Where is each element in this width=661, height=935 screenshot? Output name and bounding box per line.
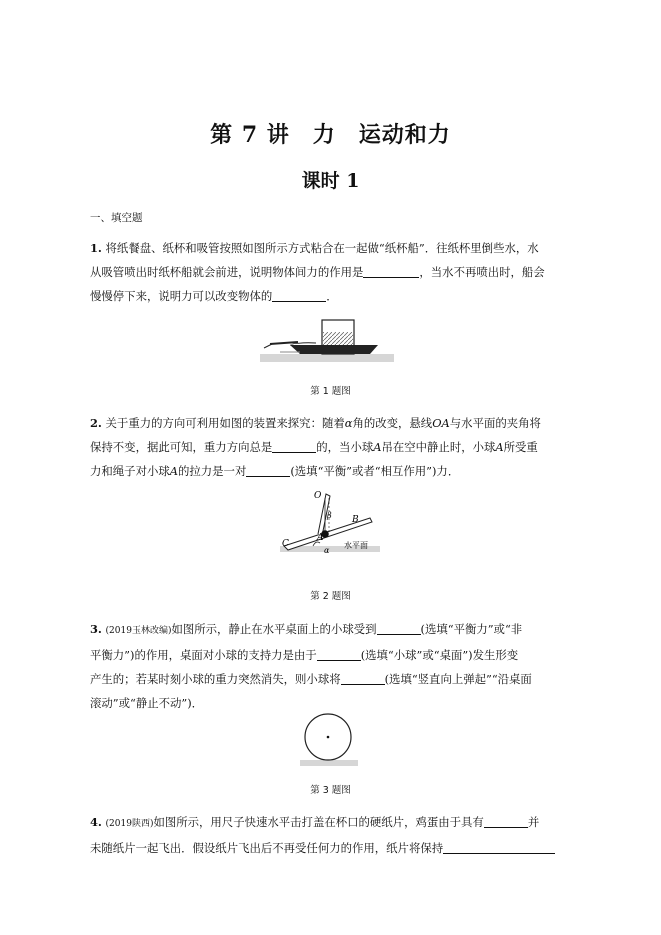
figure-caption: 第 1 题图 [310, 386, 351, 397]
answer-blank[interactable] [246, 464, 290, 477]
question-text: (选填“竖直向上弹起”“沿桌面 [384, 672, 532, 686]
question-2 [90, 411, 570, 483]
answer-blank[interactable] [341, 672, 385, 685]
question-text: 慢慢停下来，说明力可以改变物体的 [90, 289, 273, 303]
gravity-direction-figure [280, 488, 390, 568]
question-text: 并 [527, 815, 540, 829]
answer-blank[interactable] [272, 440, 316, 453]
question-text: 与水平面的夹角将 [449, 416, 541, 430]
variable: A [495, 440, 504, 454]
question-number: 2. [90, 416, 102, 430]
figure-label: B [352, 515, 359, 525]
answer-blank[interactable] [363, 265, 419, 278]
answer-blank[interactable] [377, 622, 421, 635]
page-title: 第 7 讲 力 运动和力 [210, 122, 451, 148]
variable: A [169, 464, 178, 478]
question-4 [90, 810, 570, 860]
question-text: 滚动”或“静止不动”)． [90, 696, 204, 710]
question-text: 关于重力的方向可利用如图的装置来探究：随着 [105, 416, 345, 430]
question-text: 吊在空中静止时，小球 [381, 440, 496, 454]
greek-symbol: α [344, 416, 353, 430]
answer-blank[interactable] [484, 815, 528, 828]
question-text: ． [326, 289, 338, 303]
figure-caption: 第 2 题图 [310, 591, 351, 602]
question-text: (选填“平衡”或者“相互作用”)力． [290, 464, 460, 478]
question-text: ，当水不再喷出时，船会 [419, 265, 545, 279]
answer-blank[interactable] [272, 289, 326, 302]
figure-label: O [314, 491, 322, 501]
figure-label: A [317, 533, 324, 543]
question-number: 1. [90, 241, 102, 255]
answer-blank[interactable] [317, 648, 361, 661]
variable: A [373, 440, 382, 454]
question-text: 未随纸片一起飞出．假设纸片飞出后不再受任何力的作用，纸片将保持 [90, 841, 444, 855]
question-text: 的，当小球 [316, 440, 374, 454]
question-text: 将纸餐盘、纸杯和吸管按照如图所示方式粘合在一起做“纸杯船”．往纸杯里倒些水，水 [105, 241, 539, 255]
question-text: 力和绳子对小球 [90, 464, 170, 478]
question-3 [90, 617, 570, 715]
question-text: 所受重 [503, 440, 538, 454]
question-text: 如图所示，静止在水平桌面上的小球受到 [171, 622, 377, 636]
figure-label: 水平面 [344, 541, 368, 550]
question-text: 保持不变，据此可知，重力方向总是 [90, 440, 273, 454]
question-number: 3. [90, 622, 102, 636]
answer-blank[interactable] [443, 841, 555, 854]
question-text: 的拉力是一对 [177, 464, 247, 478]
question-text: 从吸管喷出时纸杯船就会前进，说明物体间力的作用是 [90, 265, 364, 279]
question-number: 4. [90, 815, 102, 829]
question-source: (2019陕西) [105, 819, 154, 829]
question-source: (2019玉林改编) [105, 626, 172, 636]
question-1 [90, 236, 570, 308]
section-heading: 一、填空题 [90, 212, 143, 224]
ball-on-table-figure [300, 710, 360, 770]
question-text: 如图所示，用尺子快速水平击打盖在杯口的硬纸片，鸡蛋由于具有 [153, 815, 484, 829]
question-text: 平衡力”)的作用，桌面对小球的支持力是由于 [90, 648, 317, 662]
variable: OA [432, 416, 450, 430]
paper-cup-boat-figure [260, 312, 400, 372]
figure-caption: 第 3 题图 [310, 785, 351, 796]
lesson-subtitle: 课时 1 [301, 170, 360, 192]
figure-label: α [324, 546, 330, 555]
question-text: (选填“小球”或“桌面”)发生形变 [360, 648, 519, 662]
question-text: 产生的；若某时刻小球的重力突然消失，则小球将 [90, 672, 341, 686]
figure-label: C [282, 539, 289, 549]
question-text: (选填“平衡力”或“非 [420, 622, 523, 636]
figure-label: β [327, 511, 332, 520]
question-text: 角的改变，悬线 [352, 416, 433, 430]
